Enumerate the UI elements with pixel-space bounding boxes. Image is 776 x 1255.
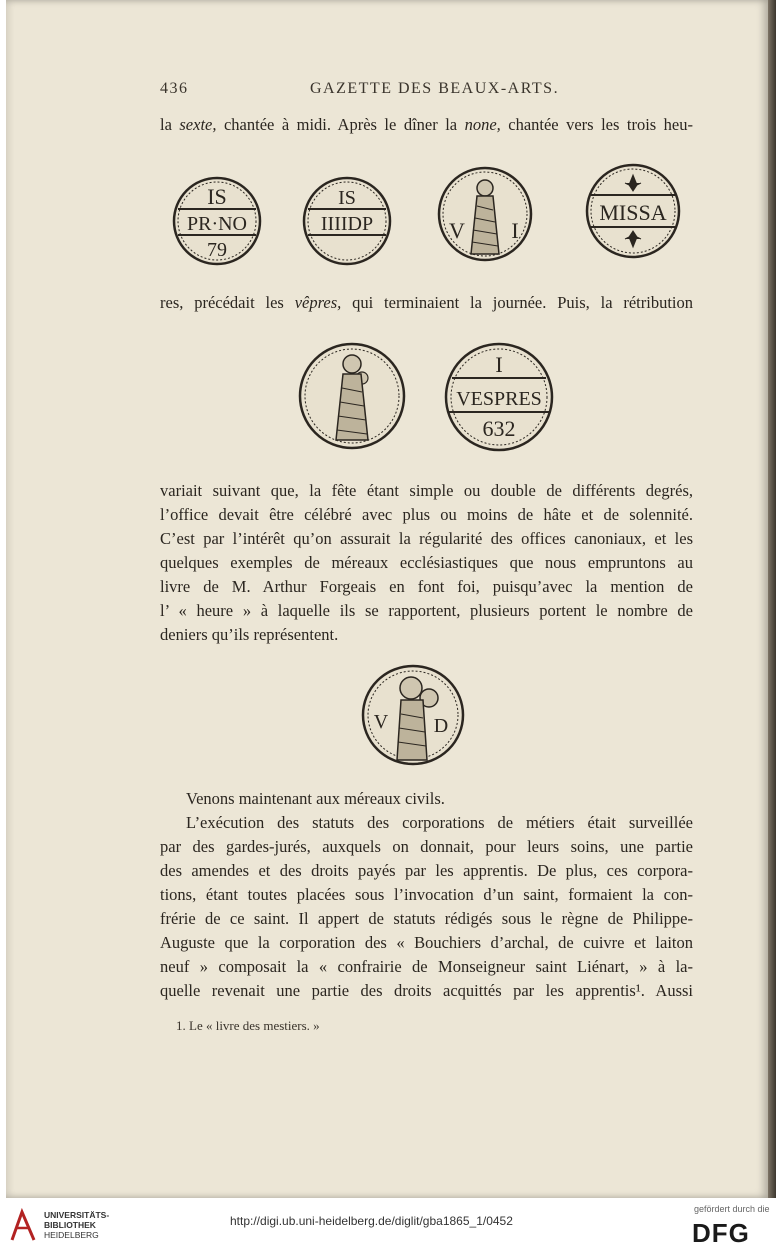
institution-line: HEIDELBERG <box>44 1230 99 1240</box>
italic-word: vêpres, <box>294 293 342 312</box>
text-run: qui terminaient la journée. Puis, la rétribution <box>341 293 693 312</box>
coin-iiii-dp <box>302 176 392 266</box>
coin-top-text: I <box>495 352 503 377</box>
coin-middle-text: PR·NO <box>186 213 248 235</box>
coin-left-text: V <box>373 711 389 733</box>
text-line: l’ « heure » à laquelle ils se rapportent, plusieurs portent le nombre de <box>160 601 693 620</box>
text-line: l’office devait être célébré avec plus ou moins de hâte et de solennité. <box>160 505 693 524</box>
text-run: res, précédait les <box>160 293 295 312</box>
text-line: deniers qu’ils représentent. <box>160 625 339 644</box>
text-line <box>160 291 693 315</box>
text-run: chantée vers les trois heu- <box>500 115 693 134</box>
italic-word: none, <box>464 115 501 134</box>
text-line: neuf » composait la « confrairie de Monseigneur saint Liénart, » à la- <box>160 957 693 976</box>
italic-word: sexte, <box>179 115 217 134</box>
text-run: la <box>160 115 180 134</box>
text-line: frérie de ce saint. Il appert de statuts rédigés sous le règne de Philippe- <box>160 909 693 928</box>
page-edge <box>768 0 776 1198</box>
running-header <box>160 80 690 102</box>
institution-line: UNIVERSITÄTS- <box>44 1210 110 1220</box>
dfg-logo: DFG <box>692 1218 750 1248</box>
text-line: Venons maintenant aux méreaux civils. <box>186 789 445 808</box>
text-line: Auguste que la corporation des « Bouchiers d’archal, de cuivre et laiton <box>160 933 693 952</box>
text-line <box>160 113 693 137</box>
text-run: chantée à midi. Après le dîner la <box>216 115 465 134</box>
coin-right-text: D <box>433 715 449 737</box>
institution-name <box>44 1210 109 1240</box>
coin-middle-text: VESPRES <box>456 388 542 410</box>
text-line: L’exécution des statuts des corporations de métiers était surveillée <box>186 813 693 832</box>
viewer-footer <box>0 1198 776 1255</box>
text-line: par des gardes-jurés, auxquels on donnait, pour leurs soins, une partie <box>160 837 693 856</box>
coin-missa <box>585 163 681 259</box>
footnote: 1. Le « livre des mestiers. » <box>176 1018 320 1033</box>
coin-top-text: IS <box>207 184 227 209</box>
coin-top-text: IS <box>338 187 356 209</box>
coin-bottom-text: 79 <box>207 239 227 261</box>
coin-saints-vd <box>361 664 465 766</box>
text-line: tions, étant toutes placées sous l’invocation d’un saint, formaient la con- <box>160 885 693 904</box>
text-line: quelle revenait une partie des droits acquittés par les apprentis¹. Aussi <box>160 981 693 1000</box>
text-line: livre de M. Arthur Forgeais en font foi, puisqu’avec la mention de <box>160 577 693 596</box>
institution-line: BIBLIOTHEK <box>44 1220 96 1230</box>
coin-middle-text: MISSA <box>599 200 667 225</box>
text-line: quelques exemples de méreaux ecclésiastiques que nous empruntons au <box>160 553 693 572</box>
coin-middle-text: IIIIDP <box>320 213 374 235</box>
text-line: C’est par l’intérêt qu’on assurait la régularité des offices canoniaux, et les <box>160 529 693 548</box>
supported-by-label: gefördert durch die <box>694 1204 770 1214</box>
page-number: 436 <box>160 80 189 97</box>
university-library-logo-icon <box>8 1208 38 1244</box>
coin-virgin-vi <box>437 166 533 262</box>
coin-right-text: I <box>511 218 519 243</box>
text-line: des amendes et des droits payés par les apprentis. De plus, ces corpora- <box>160 861 693 880</box>
journal-title: GAZETTE DES BEAUX-ARTS. <box>310 80 560 97</box>
coin-pr-no <box>172 176 262 266</box>
permalink[interactable]: http://digi.ub.uni-heidelberg.de/diglit/gba1865_1/0452 <box>230 1214 513 1228</box>
text-line: variait suivant que, la fête étant simple ou double de différents degrés, <box>160 481 693 500</box>
coin-virgin <box>298 342 406 450</box>
coin-bottom-text: 632 <box>482 416 516 441</box>
coin-vespres <box>444 342 554 452</box>
coin-left-text: V <box>449 218 465 243</box>
